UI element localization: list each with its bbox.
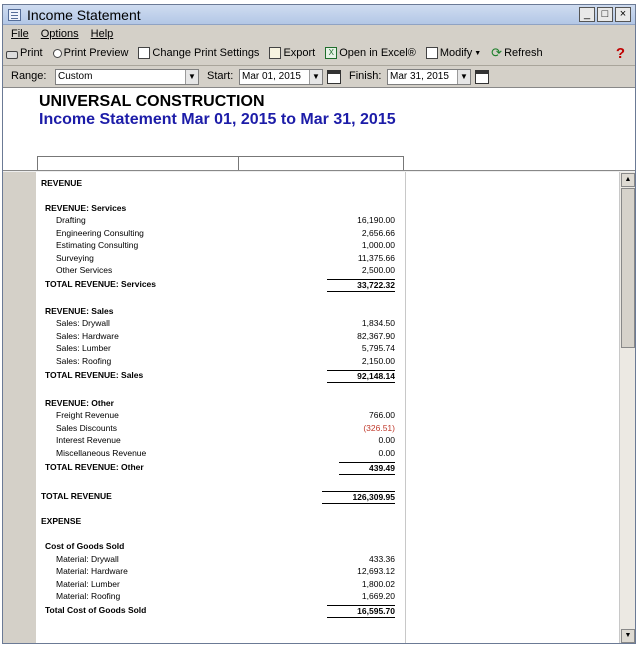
report-view [3,87,635,643]
row-label: Sales: Roofing [56,356,112,366]
scroll-thumb[interactable] [621,188,635,348]
finish-date-value: Mar 31, 2015 [390,71,449,82]
excel-icon: X [325,47,337,59]
row-label: TOTAL REVENUE: Services [45,279,157,289]
income-statement-window [2,4,636,644]
magnifier-icon [53,49,62,58]
toolbar [3,43,635,63]
range-select[interactable] [55,69,199,85]
table-row[interactable] [37,356,405,368]
table-row[interactable] [37,331,405,343]
table-row[interactable] [37,265,405,277]
table-row[interactable] [37,566,405,578]
table-row[interactable] [37,554,405,566]
row-label: Material: Drywall [56,554,119,564]
right-blank-area [405,172,619,643]
minimize-button[interactable]: _ [579,7,595,22]
export-icon [269,47,281,59]
change-print-settings-label: Change Print Settings [152,47,260,59]
print-button[interactable] [6,47,43,59]
row-amount: 16,190.00 [357,215,395,225]
open-in-excel-button[interactable] [325,47,416,59]
table-row[interactable] [37,178,405,190]
row-label: REVENUE: Sales [45,306,114,316]
refresh-icon: ⟳ [491,45,503,60]
report-body [3,172,619,643]
report-header [3,88,635,170]
row-label: Drafting [56,215,86,225]
modify-label: Modify [439,47,473,59]
table-row[interactable] [37,491,405,503]
row-label: Sales: Drywall [56,318,110,328]
row-amount: 2,656.66 [361,228,395,238]
chevron-down-icon[interactable]: ▼ [457,70,470,84]
start-date-field[interactable] [239,69,323,85]
menu-help[interactable]: Help [90,28,114,40]
export-label: Export [283,47,316,59]
row-amount: 433.36 [369,554,395,564]
table-row[interactable] [37,435,405,447]
table-row[interactable] [37,370,405,382]
row-label: Freight Revenue [56,410,119,420]
start-label: Start: [207,70,234,82]
row-amount: 2,500.00 [361,265,395,275]
calendar-icon[interactable] [327,70,341,84]
row-amount: 33,722.32 [327,279,395,292]
row-label: Sales Discounts [56,423,117,433]
row-label: Material: Lumber [56,579,120,589]
export-button[interactable] [269,47,315,59]
table-row[interactable] [37,253,405,265]
row-amount: 16,595.70 [327,605,395,618]
change-print-settings-button[interactable] [138,47,259,59]
row-amount: 1,000.00 [361,240,395,250]
table-row[interactable] [37,410,405,422]
menu-file[interactable]: File [11,28,29,40]
table-row[interactable] [37,448,405,460]
menu-options[interactable]: Options [40,28,79,40]
row-label: TOTAL REVENUE [41,491,112,501]
title-bar[interactable] [3,5,635,25]
row-label: Interest Revenue [56,435,121,445]
row-label: Engineering Consulting [56,228,144,238]
finish-label: Finish: [349,70,382,82]
date-range-bar [3,65,635,87]
table-row[interactable] [37,279,405,291]
left-margin [3,172,36,643]
row-label: Cost of Goods Sold [45,541,125,551]
modify-button[interactable] [426,47,481,59]
close-button[interactable]: × [615,7,631,22]
company-name: UNIVERSAL CONSTRUCTION [39,93,265,110]
row-label: Surveying [56,253,94,263]
start-date-value: Mar 01, 2015 [242,71,301,82]
range-value: Custom [58,71,93,82]
scroll-down-button[interactable]: ▼ [621,629,635,643]
row-amount: 5,795.74 [361,343,395,353]
scroll-up-button[interactable]: ▲ [621,173,635,187]
row-label: Sales: Hardware [56,331,119,341]
range-label: Range: [11,70,47,82]
modify-icon [426,47,438,59]
row-label: Material: Roofing [56,591,121,601]
row-amount: 12,693.12 [357,566,395,576]
print-preview-label: Print Preview [63,47,129,59]
table-row[interactable] [37,318,405,330]
row-amount: 1,669.20 [361,591,395,601]
row-amount: 11,375.66 [357,253,395,263]
row-amount: 0.00 [378,448,395,458]
table-row[interactable] [37,541,405,553]
maximize-button[interactable]: □ [597,7,613,22]
row-amount: 1,800.02 [361,579,395,589]
window-title: Income Statement [27,7,141,23]
menu-bar [3,26,635,42]
row-label: Material: Hardware [56,566,128,576]
print-settings-icon [138,47,150,59]
row-label: Estimating Consulting [56,240,139,250]
table-row[interactable] [37,215,405,227]
chevron-down-icon[interactable]: ▼ [185,70,198,84]
row-label: Total Cost of Goods Sold [45,605,147,615]
table-row[interactable] [37,462,405,474]
row-amount: 1,834.50 [361,318,395,328]
chevron-down-icon[interactable]: ▼ [309,70,322,84]
table-row[interactable] [37,240,405,252]
row-amount: 439.49 [339,462,395,475]
report-icon [8,9,21,21]
print-label: Print [20,47,43,59]
row-label: EXPENSE [41,516,82,526]
finish-date-field[interactable] [387,69,471,85]
printer-icon [6,51,18,59]
row-amount: 0.00 [378,435,395,445]
row-label: TOTAL REVENUE: Other [45,462,144,472]
row-label: TOTAL REVENUE: Sales [45,370,144,380]
table-row[interactable] [37,423,405,435]
row-label: Sales: Lumber [56,343,111,353]
column-header[interactable] [37,156,404,170]
row-amount: 82,367.90 [357,331,395,341]
row-amount: 126,309.95 [322,491,395,504]
print-preview-button[interactable] [53,47,129,59]
table-row[interactable] [37,228,405,240]
row-label: REVENUE: Services [45,203,127,213]
table-row[interactable] [37,343,405,355]
table-row[interactable] [37,516,405,528]
vertical-scrollbar[interactable] [619,172,635,643]
table-row[interactable] [37,605,405,617]
row-label: REVENUE [41,178,83,188]
row-amount: 2,150.00 [361,356,395,366]
table-row[interactable] [37,579,405,591]
open-in-excel-label: Open in Excel® [339,47,416,59]
refresh-button[interactable] [491,47,542,59]
table-row[interactable] [37,203,405,215]
table-row[interactable] [37,306,405,318]
calendar-icon[interactable] [475,70,489,84]
row-label: Miscellaneous Revenue [56,448,147,458]
row-amount: 766.00 [369,410,395,420]
table-row[interactable] [37,591,405,603]
row-amount: 92,148.14 [327,370,395,383]
help-icon[interactable]: ? [615,45,625,62]
refresh-label: Refresh [504,47,543,59]
row-label: Other Services [56,265,113,275]
table-row[interactable] [37,398,405,410]
report-title: Income Statement Mar 01, 2015 to Mar 31, 2015 [39,111,396,128]
chevron-down-icon: ▼ [474,49,482,57]
row-label: REVENUE: Other [45,398,114,408]
row-amount: (326.51) [363,423,395,433]
